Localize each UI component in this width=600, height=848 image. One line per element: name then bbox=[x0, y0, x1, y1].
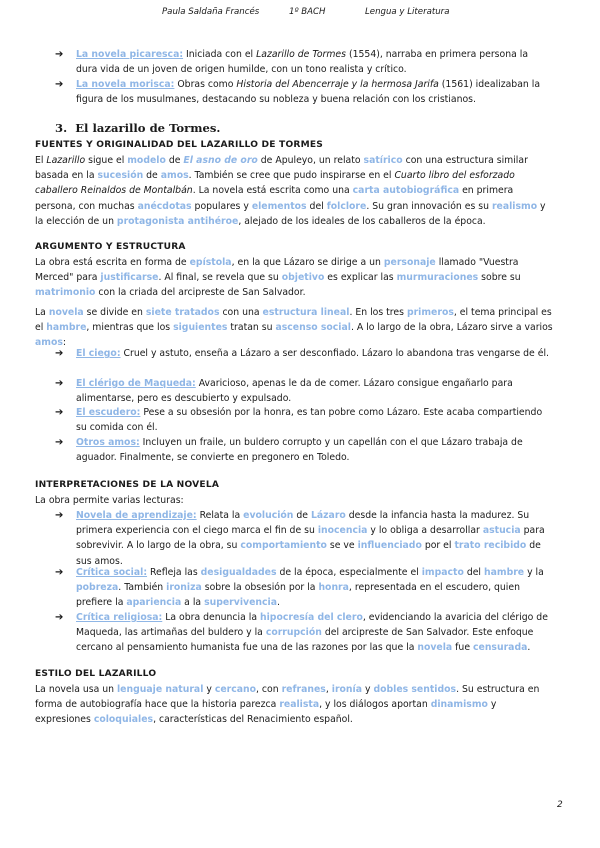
page-number: 2 bbox=[557, 800, 563, 810]
paragraph-intro: La obra permite varias lecturas: bbox=[35, 495, 184, 506]
term-link[interactable]: Novela de aprendizaje: bbox=[76, 510, 197, 521]
list-item: ➔ Otros amos: Incluyen un fraile, un buldero corrupto y un capellán con el que Lázaro trabaja de aguador. Finalmente, se convierte en pregonero en Toledo. bbox=[55, 437, 523, 464]
subheading-estilo: ESTILO DEL LAZARILLO bbox=[35, 669, 157, 679]
paragraph-fuentes: El Lazarillo sigue el modelo de El asno de oro de Apuleyo, un relato satírico con una estructura similar basada en la sucesión de amos. También se cree que pudo inspirarse en el Cuarto libro del esforzado caballero Reinaldos de Montalbán. La novela está escrita como una carta autobiográfica en primera persona, con muchas anécdotas populares y elementos del folclore. Su gran innovación es su realismo y la elección de un protagonista antihéroe, alejado de los ideales de los caballeros de la época. bbox=[35, 155, 546, 227]
arrow-right-icon: ➔ bbox=[55, 79, 64, 90]
subheading-fuentes: FUENTES Y ORIGINALIDAD DEL LAZARILLO DE TORMES bbox=[35, 140, 323, 150]
arrow-right-icon: ➔ bbox=[55, 612, 64, 623]
arrow-right-icon: ➔ bbox=[55, 378, 64, 389]
term-link[interactable]: La novela morisca: bbox=[76, 79, 175, 90]
arrow-right-icon: ➔ bbox=[55, 437, 64, 448]
term-link[interactable]: El clérigo de Maqueda: bbox=[76, 378, 196, 389]
subheading-interpretaciones: INTERPRETACIONES DE LA NOVELA bbox=[35, 480, 220, 490]
list-item: ➔ Crítica religiosa: La obra denuncia la hipocresía del clero, evidenciando la avaricia del clérigo de Maqueda, las artimañas del buldero y la corrupción del arcipreste de San Salvador. Este enfoque cercano al pensamiento humanista fue una de las razones por las que la novela fue censurada. bbox=[55, 612, 548, 654]
list-item: ➔ La novela morisca: Obras como Historia del Abencerraje y la hermosa Jarifa (1561) idealizaban la figura de los musulmanes, destacando su nobleza y buena relación con los cristianos. bbox=[55, 79, 541, 106]
section-heading: 3. El lazarillo de Tormes. bbox=[55, 121, 221, 135]
term-link[interactable]: El escudero: bbox=[76, 407, 141, 418]
arrow-right-icon: ➔ bbox=[55, 567, 64, 578]
term-link[interactable]: Crítica religiosa: bbox=[76, 612, 163, 623]
list-item: ➔ Novela de aprendizaje: Relata la evolución de Lázaro desde la infancia hasta la madurez. Su primera experiencia con el ciego marca el fin de su inocencia y lo obliga a desarrollar astucia para sobrevivir. A lo largo de la obra, su comportamiento se ve influenciado por el trato recibido de sus amos. bbox=[55, 510, 545, 567]
term-link[interactable]: Otros amos: bbox=[76, 437, 140, 448]
list-item: ➔ El clérigo de Maqueda: Avaricioso, apenas le da de comer. Lázaro consigue engañarlo para alimentarse, pero es descubierto y expulsado. bbox=[55, 378, 513, 405]
arrow-right-icon: ➔ bbox=[55, 348, 64, 359]
paragraph-argumento-1: La obra está escrita en forma de epístola, en la que Lázaro se dirige a un personaje llamado "Vuestra Merced" para justificarse. Al final, se revela que su objetivo es explicar las murmuraciones sobre su matrimonio con la criada del arcipreste de San Salvador. bbox=[35, 257, 521, 299]
term-link[interactable]: La novela picaresca: bbox=[76, 49, 184, 60]
arrow-right-icon: ➔ bbox=[55, 49, 64, 60]
paragraph-estilo: La novela usa un lenguaje natural y cercano, con refranes, ironía y dobles sentidos. Su estructura en forma de autobiografía hace que la historia parezca realista, y los diálogos aportan dinamismo y expresiones coloquiales, características del Renacimiento español. bbox=[35, 684, 540, 726]
header-course: 1º BACH bbox=[289, 7, 326, 17]
arrow-right-icon: ➔ bbox=[55, 407, 64, 418]
header-subject: Lengua y Literatura bbox=[365, 7, 450, 17]
list-item: ➔ El escudero: Pese a su obsesión por la honra, es tan pobre como Lázaro. Este acaba compartiendo su comida con él. bbox=[55, 407, 543, 434]
header-author: Paula Saldaña Francés bbox=[162, 7, 260, 17]
arrow-right-icon: ➔ bbox=[55, 510, 64, 521]
page-header bbox=[0, 7, 600, 21]
list-item: ➔ Crítica social: Refleja las desigualdades de la época, especialmente el impacto del hambre y la pobreza. También ironiza sobre la obsesión por la honra, representada en el escudero, quien prefiere la apariencia a la supervivencia. bbox=[55, 567, 544, 609]
list-item: ➔ El ciego: Cruel y astuto, enseña a Lázaro a ser desconfiado. Lázaro lo abandona tras vengarse de él. bbox=[55, 346, 552, 361]
paragraph-argumento-2: La novela se divide en siete tratados con una estructura lineal. En los tres primeros, el tema principal es el hambre, mientras que los siguientes tratan su ascenso social. A lo largo de la obra, Lázaro sirve a varios amos: bbox=[35, 307, 553, 349]
list-item: ➔ La novela picaresca: Iniciada con el Lazarillo de Tormes (1554), narraba en primera persona la dura vida de un joven de origen humilde, con un tono realista y crítico. bbox=[55, 49, 529, 76]
subheading-argumento: ARGUMENTO Y ESTRUCTURA bbox=[35, 242, 186, 252]
term-link[interactable]: El ciego: bbox=[76, 348, 121, 359]
term-link[interactable]: Crítica social: bbox=[76, 567, 148, 578]
